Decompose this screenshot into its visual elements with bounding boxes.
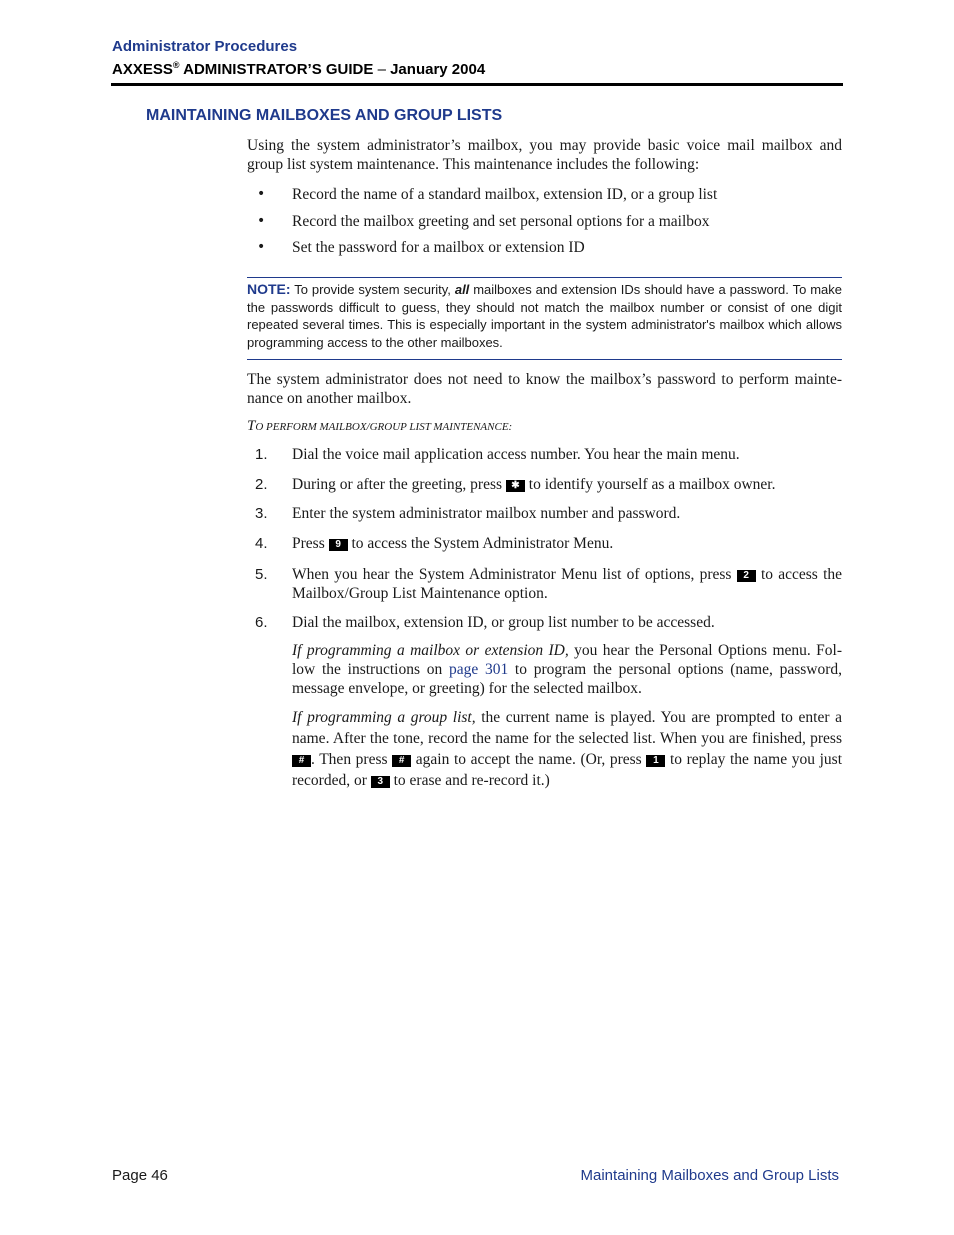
- guide-date: January 2004: [390, 61, 486, 78]
- group-list-paragraph: [292, 707, 842, 791]
- paragraph-text: you hear the Personal Options menu. Fol-low the instructions on: [292, 642, 842, 678]
- key-2-icon: 2: [737, 570, 756, 582]
- step-text-part: When you hear the System Administrator Menu list of options, press: [292, 566, 737, 583]
- paragraph-text: again to accept the name. (Or, press: [411, 751, 647, 768]
- step-text-part: During or after the greeting, press: [292, 476, 506, 493]
- title-separator: –: [373, 61, 391, 78]
- step-text: [292, 565, 842, 603]
- bullet-text: Set the password for a mailbox or extension ID: [292, 239, 585, 256]
- bullet-text: Record the mailbox greeting and set personal options for a mailbox: [292, 212, 710, 230]
- paragraph-text: the current name is played. You are prompted to enter a name. After the tone, record the name for the selected list. When you are finished, press: [292, 709, 842, 747]
- step-text-part: to access the System Administrator Menu.: [347, 535, 614, 552]
- procedure-heading: [247, 418, 512, 435]
- paragraph-text: to erase and re-record it.): [389, 772, 550, 789]
- step-text-part: Press: [292, 535, 329, 552]
- intro-paragraph: Using the system administrator’s mailbox, you may provide basic voice mail mailbox and group list system maintenance. This maintenance includes the following:: [247, 137, 842, 173]
- list-item: [247, 185, 842, 212]
- pound-key-icon: #: [292, 755, 311, 767]
- list-item: [247, 212, 842, 239]
- step-text: Enter the system administrator mailbox number and password.: [292, 505, 681, 522]
- procedure-heading-cap: T: [247, 418, 256, 434]
- page-301-link[interactable]: page 301: [448, 661, 509, 678]
- note-emphasis: all: [454, 282, 470, 297]
- key-3-icon: 3: [371, 776, 390, 788]
- guide-name: ADMINISTRATOR’S GUIDE: [179, 61, 374, 78]
- pound-key-icon: #: [392, 755, 411, 767]
- note-box: [247, 277, 842, 360]
- step-number: 3.: [255, 505, 268, 522]
- note-text: mailboxes and extension IDs should have a password. To make the passwords difficult to guess, they should not match the mailbox number or consist of one digit repeated several times. This is especially important in the system administrator's mailbox which allows programming access to the other mailboxes.: [247, 282, 842, 350]
- note-text: To provide system security,: [290, 282, 455, 297]
- registered-mark: ®: [172, 60, 180, 70]
- bullet-text: Record the name of a standard mailbox, extension ID, or a group list: [292, 186, 718, 203]
- step-text-part: to access the Mailbox/Group List Maintenance option.: [292, 566, 843, 602]
- bullet-list: [247, 185, 842, 265]
- bullet-icon: •: [257, 239, 266, 255]
- running-header-title: [112, 60, 485, 78]
- paragraph-text: to program the personal options (name, password, message envelope, or greeting) for the selected mailbox.: [292, 661, 842, 697]
- running-header-section: Administrator Procedures: [112, 38, 298, 55]
- bullet-icon: •: [257, 212, 266, 229]
- mailbox-option-paragraph: [292, 641, 842, 698]
- step-text: [292, 475, 842, 494]
- step-text: Dial the mailbox, extension ID, or group list number to be accessed.: [292, 614, 715, 631]
- paragraph-text: . Then press: [311, 751, 393, 768]
- step-number: 1.: [255, 446, 268, 463]
- key-1-icon: 1: [646, 755, 665, 767]
- bullet-icon: •: [257, 186, 266, 202]
- step-number: 4.: [255, 535, 268, 552]
- list-item: [247, 238, 842, 265]
- header-rule: [111, 83, 843, 86]
- step-text-part: to identify yourself as a mailbox owner.: [524, 476, 776, 493]
- section-heading: MAINTAINING MAILBOXES AND GROUP LISTS: [146, 107, 503, 124]
- step-number: 5.: [255, 566, 268, 583]
- key-9-icon: 9: [329, 539, 348, 551]
- step-text: [292, 534, 842, 553]
- footer-section-title: Maintaining Mailboxes and Group Lists: [580, 1167, 839, 1184]
- password-paragraph: The system administrator does not need to know the mailbox’s password to perform mainte-nance on another mailbox.: [247, 371, 842, 407]
- star-key-icon: ✱: [506, 480, 525, 492]
- condition-text: If programming a mailbox or extension ID,: [292, 642, 569, 659]
- step-text: Dial the voice mail application access number. You hear the main menu.: [292, 446, 740, 463]
- procedure-heading-rest: O PERFORM MAILBOX/GROUP LIST MAINTENANCE:: [255, 421, 513, 433]
- brand-name: AXXESS: [112, 61, 173, 78]
- paragraph-text: to replay the name you just recorded, or: [292, 751, 842, 789]
- page-number: Page 46: [112, 1167, 168, 1184]
- note-label: NOTE:: [247, 281, 291, 297]
- step-number: 6.: [255, 614, 268, 631]
- condition-text: If programming a group list,: [292, 709, 476, 726]
- step-number: 2.: [255, 476, 268, 493]
